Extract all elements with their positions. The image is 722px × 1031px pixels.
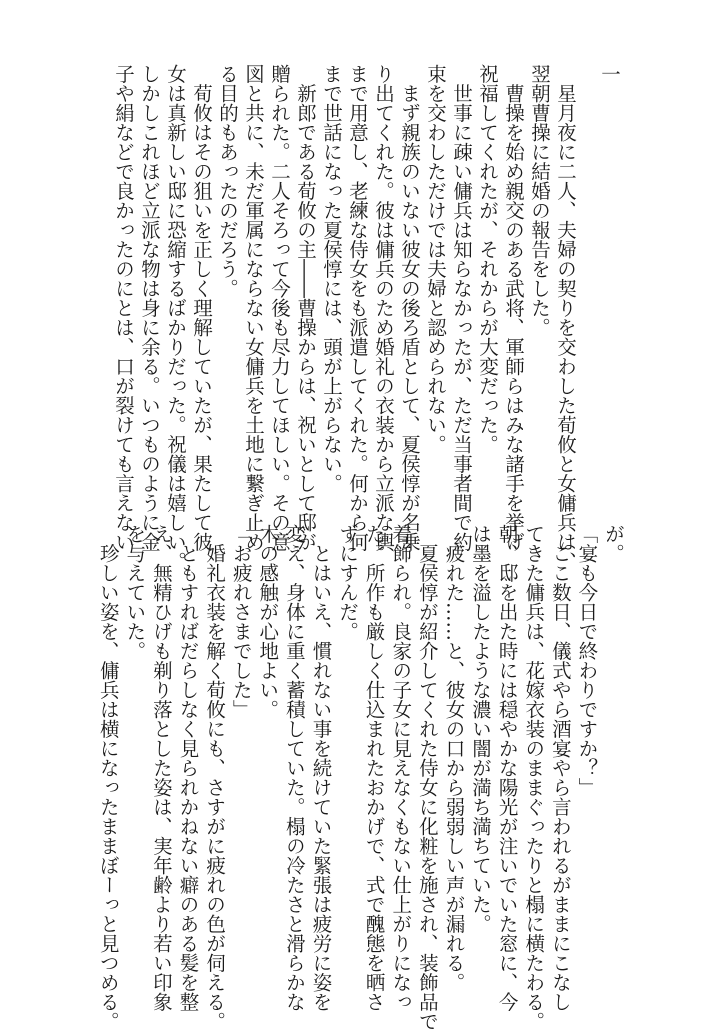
text-line: 夏侯惇が紹介してくれた侍女に化粧を施され、装飾品で — [415, 524, 439, 1031]
text-line: しかしこれほど立派な物は身に余る。いつものように金 — [138, 64, 161, 552]
text-line: 婚礼衣装を解く荀攸にも、さすがに疲れの色が伺える。 — [203, 524, 227, 1031]
text-line: 変え、身体に重く蓄積していた。榻の冷たさと滑らかな — [282, 524, 306, 1012]
text-line: 翌朝曹操に結婚の報告をした。 — [528, 64, 551, 337]
text-line: まず親族のいない彼女の後ろ盾として、夏侯惇が名乗 — [398, 64, 421, 552]
text-line: 珍しい姿を、傭兵は横になったままぼーっと見つめる。 — [96, 524, 120, 1031]
chapter-heading: 一 — [598, 64, 621, 84]
text-line: 荀攸はその狙いを正しく理解していたが、果たして彼 — [190, 64, 213, 552]
text-line: 「宴も今日で終わりですか？」 — [575, 524, 599, 797]
top-text-block — [110, 64, 578, 571]
text-line: 新郎である荀攸の主――曹操からは、祝いとして邸が — [294, 64, 317, 552]
text-line: とはいえ、慣れない事を続けていた緊張は疲労に姿を — [309, 524, 333, 1012]
text-line: 祝福してくれたが、それからが大変だった。 — [476, 64, 499, 454]
text-line: た。所作も厳しく仕込まれたおかげで、式で醜態を晒さ — [362, 524, 386, 1012]
text-line: え、無精ひげも剃り落とした姿は、実年齢より若い印象 — [149, 524, 173, 1012]
text-line: 朝、邸を出た時には穏やかな陽光が注いでいた窓に、今 — [495, 524, 519, 1012]
text-line: ずにすんだ。 — [336, 524, 360, 641]
text-line: 束を交わしただけでは夫婦と認められない。 — [424, 64, 447, 454]
text-line: 世事に疎い傭兵は知らなかったが、ただ当事者間で約 — [450, 64, 473, 552]
text-line: 「お疲れさまでした」 — [229, 524, 253, 719]
text-line: は墨を溢したような濃い闇が満ち満ちていた。 — [469, 524, 493, 934]
text-line: まで用意し、老練な侍女をも派遣してくれた。何から何 — [346, 64, 369, 552]
bottom-text-block — [94, 524, 626, 1031]
text-line: 子や絹などで良かったのにとは、口が裂けても言えない — [112, 64, 135, 552]
text-line: り出てくれた。彼は傭兵のため婚礼の衣装から立派な輿 — [372, 64, 395, 552]
text-line: 図と共に、未だ軍属にならない女傭兵を土地に繋ぎ止め — [242, 64, 265, 552]
text-line: 着飾られ。良家の子女に見えなくもない仕上がりになっ — [389, 524, 413, 1012]
text-line: ともすればだらしなく見られかねない癖のある髪を整 — [176, 524, 200, 1012]
text-line: てきた傭兵は、花嫁衣装のままぐったりと榻に横たわる。 — [522, 524, 546, 1031]
text-line: を与えていた。 — [123, 524, 147, 661]
text-line: まで世話になった夏侯惇には、頭が上がらない。 — [320, 64, 343, 493]
text-line: 星月夜に二人、夫婦の契りを交わした荀攸と女傭兵は、 — [554, 64, 577, 571]
text-line: ここ数日、儀式やら酒宴やら言われるがままにこなし — [548, 524, 572, 1012]
text-line: 女は真新しい邸に恐縮するばかりだった。祝儀は嬉しい。 — [164, 64, 187, 571]
text-line: 曹操を始め親交のある武将、軍師らはみな諸手を挙げ — [502, 64, 525, 552]
text-line: が。 — [602, 524, 625, 563]
text-line: 木の感触が心地よい。 — [256, 524, 280, 719]
text-line: 贈られた。二人そろって今後も尽力してほしい。その意 — [268, 64, 291, 552]
text-line: る目的もあったのだろう。 — [216, 64, 239, 298]
text-line: 疲れた……と、彼女の口から弱弱しい声が漏れる。 — [442, 524, 466, 992]
